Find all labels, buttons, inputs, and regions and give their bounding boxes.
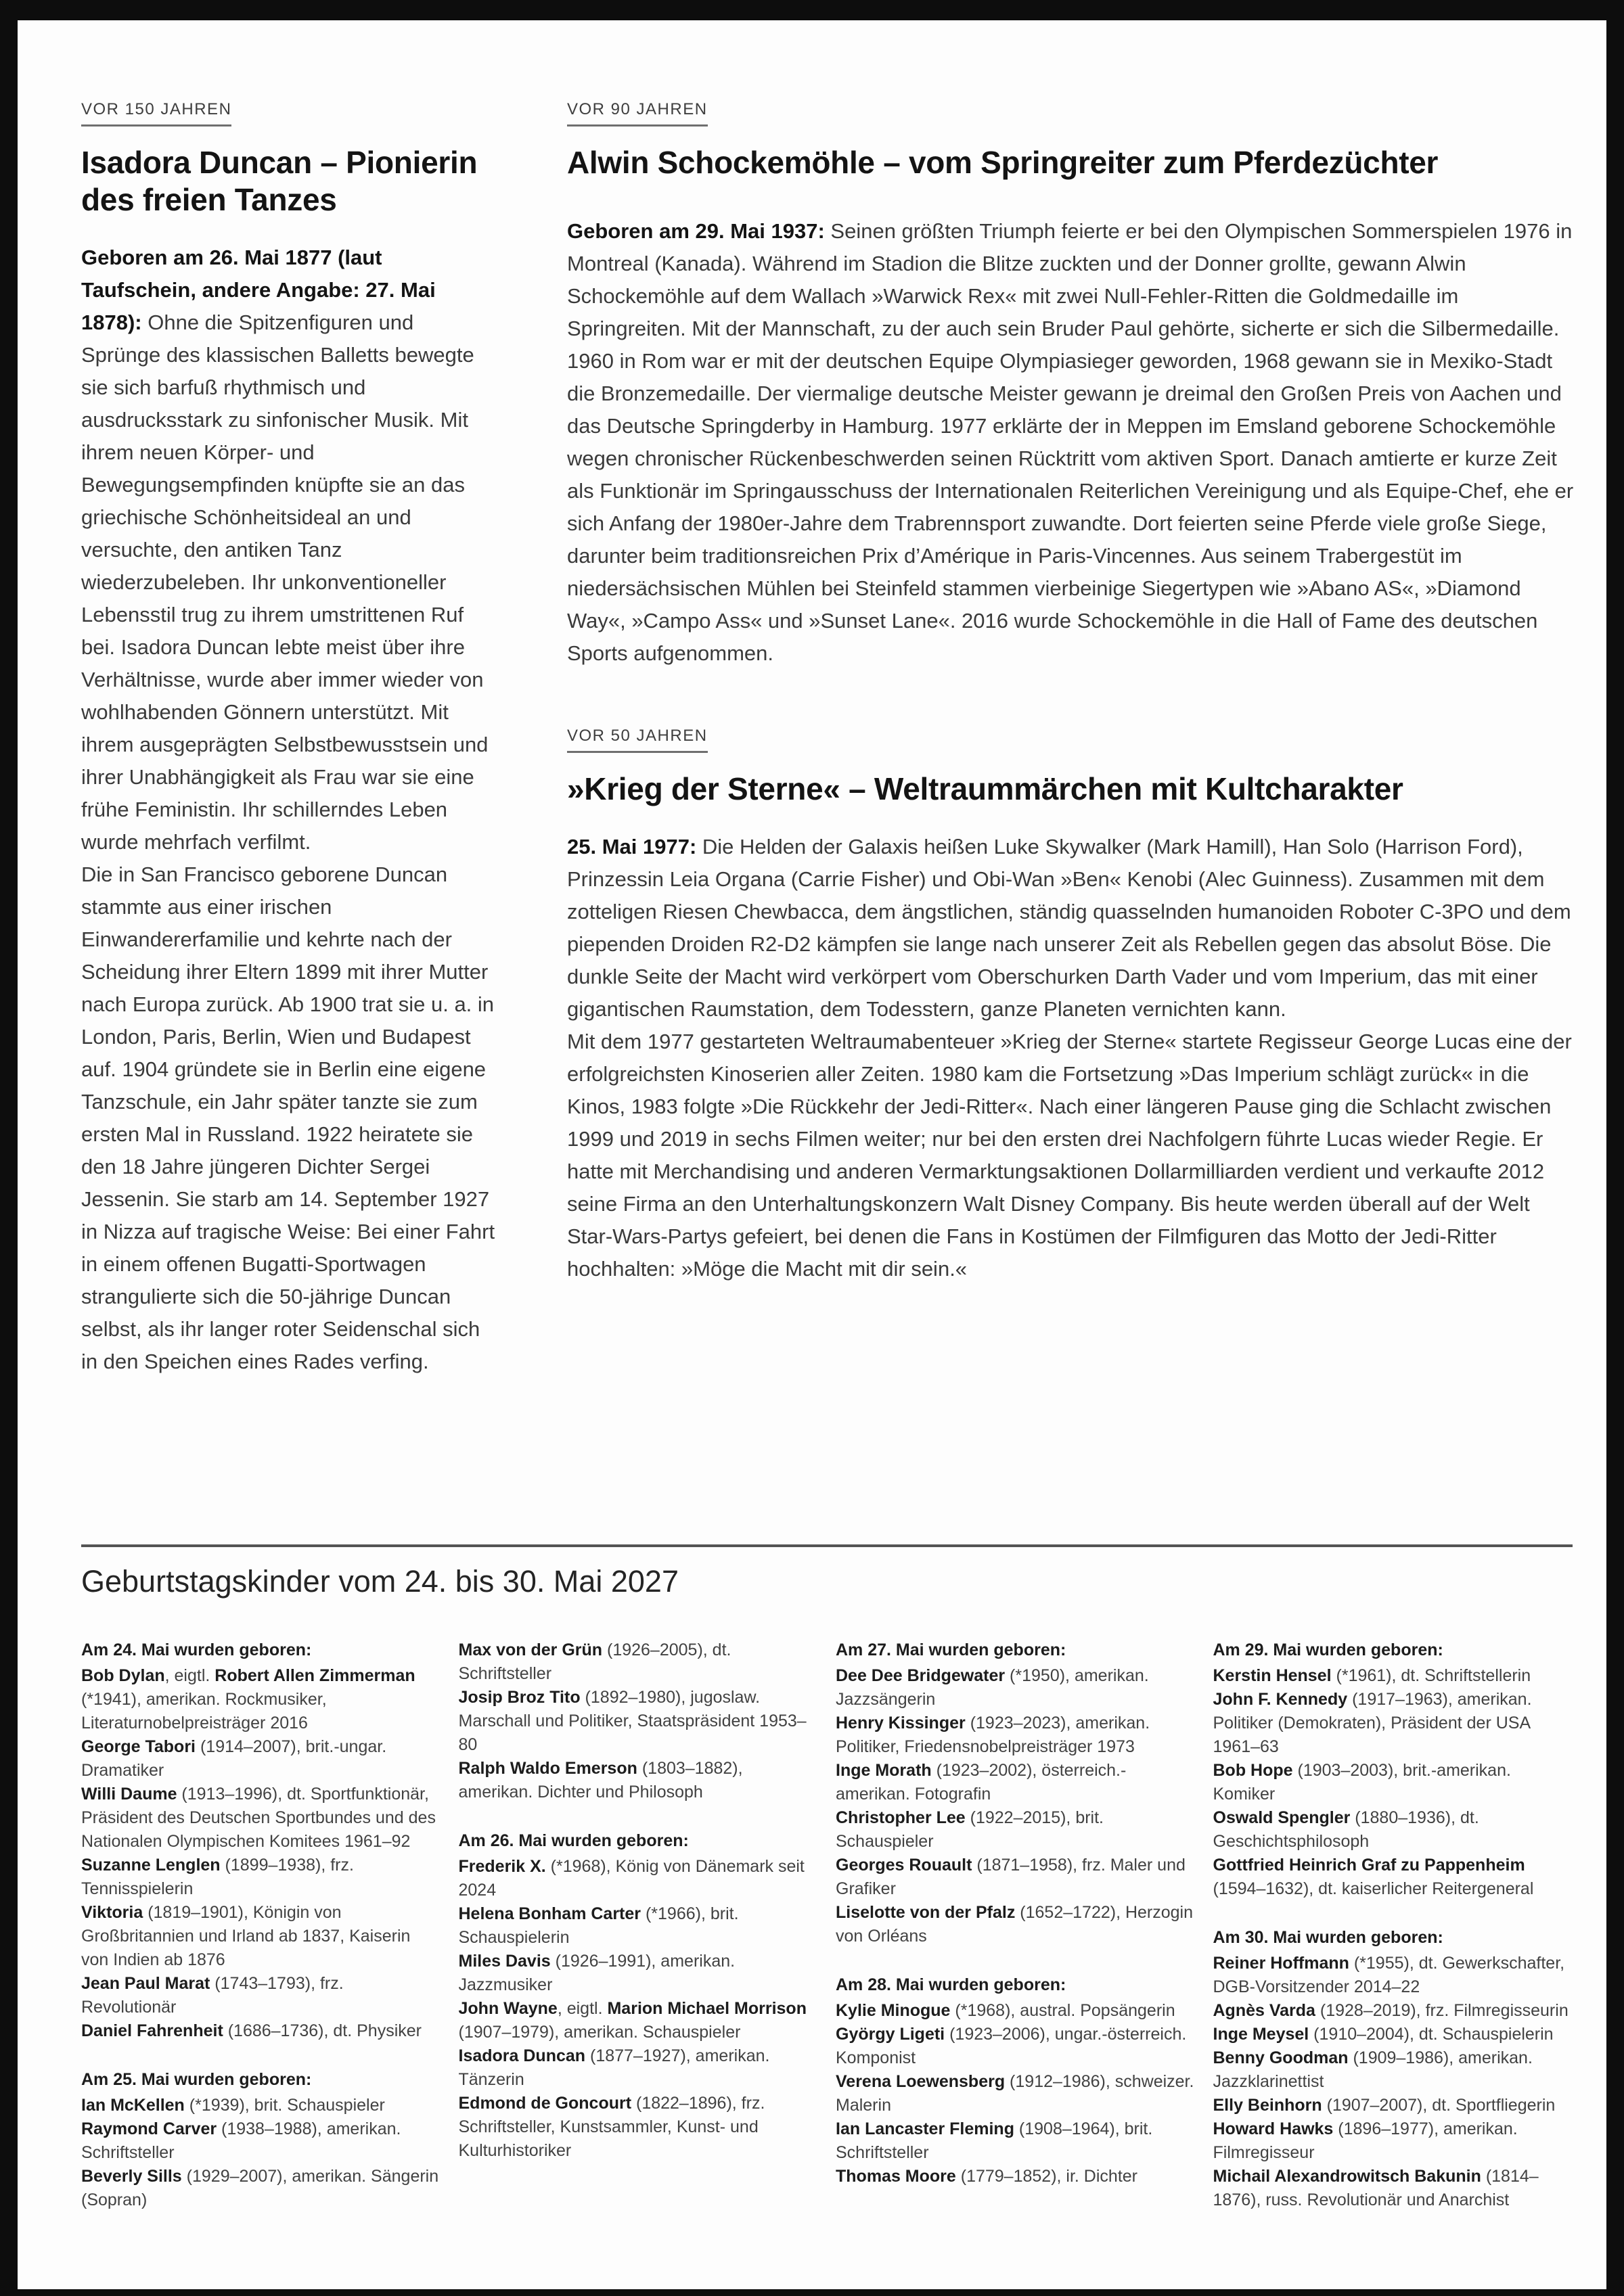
- person-name: Viktoria: [81, 1903, 143, 1922]
- birthday-entry: Inge Morath (1923–2002), österreich.-amerikan. Fotografin: [836, 1761, 1127, 1804]
- person-name: Christopher Lee: [836, 1808, 966, 1827]
- kicker-vor-150-jahren: [81, 100, 497, 127]
- birthday-date-header: Am 29. Mai wurden geboren:: [1213, 1640, 1443, 1659]
- person-name: Verena Loewensberg: [836, 2072, 1006, 2091]
- birthday-entry: Oswald Spengler (1880–1936), dt. Geschichtsphilosoph: [1213, 1808, 1479, 1851]
- article-paragraph: Die in San Francisco geborene Duncan stammte aus einer irischen Einwandererfamilie und kehrte nach der Scheidung ihrer Eltern 1899 mit ihrer Mutter nach Europa zurück. Ab 1900 trat sie u. a. in London, Paris, Berlin, Wien und Budapest auf. 1904 gründete sie in Berlin eine eigene Tanzschule, ein Jahr später tanzte sie zum ersten Mal in Russland. 1922 heiratete sie den 18 Jahre jüngeren Dichter Sergei Jessenin. Sie starb am 14. September 1927 in Nizza auf tragische Weise: Bei einer Fahrt in einem offenen Bugatti-Sportwagen strangulierte sich die 50-jährige Duncan selbst, als ihr langer roter Seidenschal sich in den Speichen eines Rades verfing.: [81, 863, 495, 1373]
- birthday-entry: Inge Meysel (1910–2004), dt. Schauspielerin: [1213, 2025, 1554, 2044]
- birthday-entry: Dee Dee Bridgewater (*1950), amerikan. Jazzsängerin: [836, 1666, 1149, 1709]
- person-name: Elly Beinhorn: [1213, 2096, 1322, 2115]
- birthday-entry: Frederik X. (*1968), König von Dänemark seit 2024: [458, 1857, 805, 1900]
- bold-lead-in: Geboren am 29. Mai 1937:: [567, 219, 831, 243]
- person-name: Kylie Minogue: [836, 2001, 951, 2020]
- birthday-entry: Max von der Grün (1926–2005), dt. Schriftsteller: [458, 1640, 731, 1683]
- person-name: Raymond Carver: [81, 2119, 217, 2138]
- birthday-date-header: Am 25. Mai wurden geboren:: [81, 2070, 312, 2089]
- birthdays-section-title: Geburtstagskinder vom 24. bis 30. Mai 2027: [81, 1564, 679, 1599]
- birthday-column: [836, 1638, 1196, 2212]
- kicker-label: VOR 90 JAHREN: [567, 100, 708, 127]
- person-name: György Ligeti: [836, 2025, 945, 2044]
- person-name: Jean Paul Marat: [81, 1974, 210, 1993]
- article-body-krieg-der-sterne: [567, 831, 1574, 1285]
- person-name: Michail Alexandrowitsch Bakunin: [1213, 2167, 1481, 2186]
- birthday-entry: Willi Daume (1913–1996), dt. Sportfunktionär, Präsident des Deutschen Sportbundes und des Nationalen Olympischen Komitees 1961–92: [81, 1785, 436, 1851]
- birthday-entry: Thomas Moore (1779–1852), ir. Dichter: [836, 2167, 1137, 2186]
- birthday-date-header: Am 27. Mai wurden geboren:: [836, 1640, 1066, 1659]
- person-name: Ian McKellen: [81, 2096, 185, 2115]
- article-title-alwin-schockemoehle: Alwin Schockemöhle – vom Springreiter zum Pferdezüchter: [567, 145, 1439, 180]
- right-column: [567, 100, 1574, 1285]
- birthday-entry: Agnès Varda (1928–2019), frz. Filmregisseurin: [1213, 2001, 1569, 2020]
- birthday-entry: Miles Davis (1926–1991), amerikan. Jazzmusiker: [458, 1952, 736, 1994]
- person-name: Edmond de Goncourt: [458, 2094, 632, 2113]
- birthday-entry: Jean Paul Marat (1743–1793), frz. Revolutionär: [81, 1974, 344, 2017]
- birthday-entry: Verena Loewensberg (1912–1986), schweizer. Malerin: [836, 2072, 1194, 2115]
- person-name: Inge Meysel: [1213, 2025, 1309, 2044]
- person-name: Josip Broz Tito: [458, 1688, 581, 1707]
- birthday-entry: Christopher Lee (1922–2015), brit. Schauspieler: [836, 1808, 1104, 1851]
- person-name: Helena Bonham Carter: [458, 1904, 641, 1923]
- person-name: Marion Michael Morrison: [607, 1999, 807, 2018]
- birthday-entry: Bob Hope (1903–2003), brit.-amerikan. Komiker: [1213, 1761, 1511, 1804]
- person-name: Daniel Fahrenheit: [81, 2021, 223, 2040]
- birthday-entry: Ian Lancaster Fleming (1908–1964), brit. Schriftsteller: [836, 2119, 1153, 2162]
- birthday-date-header: Am 30. Mai wurden geboren:: [1213, 1928, 1443, 1947]
- person-name: Dee Dee Bridgewater: [836, 1666, 1006, 1685]
- birthday-date-header: Am 26. Mai wurden geboren:: [458, 1831, 689, 1850]
- birthdays-grid: [81, 1638, 1573, 2212]
- person-name: Henry Kissinger: [836, 1714, 966, 1732]
- birthday-entry: Kylie Minogue (*1968), austral. Popsängerin: [836, 2001, 1175, 2020]
- person-name: Benny Goodman: [1213, 2048, 1349, 2067]
- birthday-column: [1213, 1638, 1573, 2212]
- birthday-entry: Isadora Duncan (1877–1927), amerikan. Tänzerin: [458, 2046, 770, 2089]
- article-paragraph: Geboren am 26. Mai 1877 (laut Taufschein, andere Angabe: 27. Mai 1878): Ohne die Spitzenfiguren und Sprünge des klassischen Balletts bewegte sie sich barfuß rhythmisch und ausdrucksstark zu sinfonischer Musik. Mit ihrem neuen Körper- und Bewegungsempfinden knüpfte sie an das griechische Schönheitsideal an und versuchte, den antiken Tanz wiederzubeleben. Ihr unkonventioneller Lebensstil trug zu ihrem umstrittenen Ruf bei. Isadora Duncan lebte meist über ihre Verhältnisse, wurde aber immer wieder von wohlhabenden Gönnern unterstützt. Mit ihrem ausgeprägten Selbstbewusstsein und ihrer Unabhängigkeit als Frau war sie eine frühe Feministin. Ihr schillerndes Leben wurde mehrfach verfilmt.: [81, 246, 489, 854]
- birthday-entry: Ralph Waldo Emerson (1803–1882), amerikan. Dichter und Philosoph: [458, 1759, 743, 1801]
- person-name: Reiner Hoffmann: [1213, 1954, 1349, 1973]
- article-body-isadora-duncan: [81, 242, 497, 1378]
- article-paragraph: 25. Mai 1977: Die Helden der Galaxis heißen Luke Skywalker (Mark Hamill), Han Solo (Harrison Ford), Prinzessin Leia Organa (Carrie Fisher) und Obi-Wan »Ben« Kenobi (Alec Guinness). Zusammen mit dem zotteligen Riesen Chewbacca, dem ängstlichen, ständig quasselnden humanoiden Roboter C-3PO und dem piependen Droiden R2-D2 kämpfen sie lange nach unserer Zeit als Rebellen gegen das absolut Böse. Die dunkle Seite der Macht wird verkörpert vom Oberschurken Darth Vader und vom Imperium, das mit einer gigantischen Raumstation, dem Todesstern, ganze Planeten vernichten kann.: [567, 835, 1571, 1021]
- person-name: Bob Hope: [1213, 1761, 1293, 1780]
- person-name: Isadora Duncan: [458, 2046, 586, 2065]
- birthday-entry: Georges Rouault (1871–1958), frz. Maler und Grafiker: [836, 1856, 1186, 1898]
- person-name: Max von der Grün: [458, 1640, 603, 1659]
- person-name: Gottfried Heinrich Graf zu Pappenheim: [1213, 1856, 1525, 1875]
- article-paragraph: Mit dem 1977 gestarteten Weltraumabenteuer »Krieg der Sterne« startete Regisseur George Lucas eine der erfolgreichsten Kinoserien aller Zeiten. 1980 kam die Fortsetzung »Das Imperium schlägt zurück« in die Kinos, 1983 folgte »Die Rückkehr der Jedi-Ritter«. Nach einer längeren Pause ging die Schlacht zwischen 1999 und 2019 in sechs Filmen weiter; nur bei den ersten drei Nachfolgern führte Lucas wieder Regie. Er hatte mit Merchandising und anderen Vermarktungsaktionen Dollarmilliarden verdient und verkaufte 2012 seine Firma an den Unterhaltungskonzern Walt Disney Company. Bis heute werden überall auf der Welt Star-Wars-Partys gefeiert, bei denen die Fans in Kostümen der Filmfiguren das Motto der Jedi-Ritter hochhalten: »Möge die Macht mit dir sein.«: [567, 1030, 1572, 1281]
- person-name: Ralph Waldo Emerson: [458, 1759, 637, 1778]
- birthday-entry: Henry Kissinger (1923–2023), amerikan. Politiker, Friedensnobelpreisträger 1973: [836, 1714, 1150, 1756]
- person-name: Georges Rouault: [836, 1856, 972, 1875]
- birthday-entry: Josip Broz Tito (1892–1980), jugoslaw. Marschall und Politiker, Staatspräsident 1953–80: [458, 1688, 807, 1754]
- person-name: Liselotte von der Pfalz: [836, 1903, 1016, 1922]
- person-name: Miles Davis: [458, 1952, 551, 1971]
- birthday-entry: Elly Beinhorn (1907–2007), dt. Sportfliegerin: [1213, 2096, 1556, 2115]
- birthday-entry: Beverly Sills (1929–2007), amerikan. Sängerin (Sopran): [81, 2167, 439, 2209]
- birthday-entry: George Tabori (1914–2007), brit.-ungar. Dramatiker: [81, 1737, 387, 1780]
- person-name: Oswald Spengler: [1213, 1808, 1351, 1827]
- person-name: Howard Hawks: [1213, 2119, 1334, 2138]
- birthday-entry: Reiner Hoffmann (*1955), dt. Gewerkschafter, DGB-Vorsitzender 2014–22: [1213, 1954, 1565, 1996]
- birthday-column: [81, 1638, 441, 2212]
- birthday-column: [459, 1638, 819, 2212]
- birthday-entry: John F. Kennedy (1917–1963), amerikan. Politiker (Demokraten), Präsident der USA 1961–63: [1213, 1690, 1532, 1756]
- birthday-date-header: Am 24. Mai wurden geboren:: [81, 1640, 312, 1659]
- bold-lead-in: Geboren am 26. Mai 1877 (laut Taufschein, andere Angabe: 27. Mai 1878):: [81, 246, 436, 334]
- article-isadora-duncan: [81, 100, 497, 1378]
- person-name: Willi Daume: [81, 1785, 177, 1804]
- page-content: [18, 20, 1606, 2289]
- kicker-label: VOR 150 JAHREN: [81, 100, 231, 127]
- person-name: Inge Morath: [836, 1761, 932, 1780]
- article-body-alwin-schockemoehle: [567, 215, 1574, 670]
- person-name: George Tabori: [81, 1737, 196, 1756]
- person-name: Agnès Varda: [1213, 2001, 1315, 2020]
- birthday-entry: Viktoria (1819–1901), Königin von Großbritannien und Irland ab 1837, Kaiserin von Indien ab 1876: [81, 1903, 411, 1969]
- birthday-entry: György Ligeti (1923–2006), ungar.-österreich. Komponist: [836, 2025, 1187, 2067]
- person-name: Bob Dylan: [81, 1666, 165, 1685]
- article-krieg-der-sterne: [567, 727, 1574, 1285]
- article-paragraph: Geboren am 29. Mai 1937: Seinen größten Triumph feierte er bei den Olympischen Sommerspielen 1976 in Montreal (Kanada). Während im Stadion die Blitze zuckten und der Donner grollte, gewann Alwin Schockemöhle auf dem Wallach »Warwick Rex« mit zwei Null-Fehler-Ritten die Goldmedaille im Springreiten. Mit der Mannschaft, zu der auch sein Bruder Paul gehörte, sicherte er sich die Silbermedaille. 1960 in Rom war er mit der deutschen Equipe Olympiasieger geworden, 1968 gewann sie in Mexiko-Stadt die Bronzemedaille. Der viermalige deutsche Meister gewann je dreimal den Großen Preis von Aachen und das Deutsche Springderby in Hamburg. 1977 erklärte der in Meppen im Emsland geborene Schockemöhle wegen chronischer Rückenbeschwerden seinen Rücktritt vom aktiven Sport. Danach amtierte er kurze Zeit als Funktionär im Springausschuss der Internationalen Reiterlichen Vereinigung und als Equipe-Chef, ehe er sich Anfang der 1980er-Jahre dem Trabrennsport zuwandte. Dort feierten seine Pferde viele große Siege, darunter beim traditionsreichen Prix d’Amérique in Paris-Vincennes. Aus seinem Trabergestüt im niedersächsischen Mühlen bei Steinfeld stammen vierbeinige Siegertypen wie »Abano AS«, »Diamond Way«, »Campo Ass« und »Sunset Lane«. 2016 wurde Schockemöhle in die Hall of Fame des deutschen Sports aufgenommen.: [567, 219, 1574, 665]
- birthday-entry: Michail Alexandrowitsch Bakunin (1814–1876), russ. Revolutionär und Anarchist: [1213, 2167, 1539, 2209]
- birthday-entry: Bob Dylan, eigtl. Robert Allen Zimmerman (*1941), amerikan. Rockmusiker, Literaturnobelpreisträger 2016: [81, 1666, 415, 1732]
- bold-lead-in: 25. Mai 1977:: [567, 835, 702, 858]
- birthday-entry: Howard Hawks (1896–1977), amerikan. Filmregisseur: [1213, 2119, 1518, 2162]
- birthday-entry: Helena Bonham Carter (*1966), brit. Schauspielerin: [458, 1904, 739, 1947]
- person-name: Ian Lancaster Fleming: [836, 2119, 1014, 2138]
- person-name: Robert Allen Zimmerman: [215, 1666, 415, 1685]
- article-title-isadora-duncan: Isadora Duncan – Pionierin des freien Tanzes: [81, 145, 478, 217]
- birthday-date-header: Am 28. Mai wurden geboren:: [836, 1975, 1066, 1994]
- person-name: Suzanne Lenglen: [81, 1856, 221, 1875]
- person-name: Thomas Moore: [836, 2167, 956, 2186]
- person-name: John F. Kennedy: [1213, 1690, 1348, 1709]
- birthday-entry: Suzanne Lenglen (1899–1938), frz. Tennisspielerin: [81, 1856, 354, 1898]
- kicker-vor-50-jahren: [567, 727, 1574, 753]
- birthday-entry: Benny Goodman (1909–1986), amerikan. Jazzklarinettist: [1213, 2048, 1533, 2091]
- article-alwin-schockemoehle: [567, 100, 1574, 670]
- kicker-label: VOR 50 JAHREN: [567, 727, 708, 753]
- birthday-entry: Gottfried Heinrich Graf zu Pappenheim (1594–1632), dt. kaiserlicher Reitergeneral: [1213, 1856, 1534, 1898]
- person-name: John Wayne: [458, 1999, 558, 2018]
- birthday-entry: John Wayne, eigtl. Marion Michael Morrison (1907–1979), amerikan. Schauspieler: [458, 1999, 807, 2042]
- section-divider-rule: [81, 1544, 1573, 1547]
- person-name: Beverly Sills: [81, 2167, 182, 2186]
- kicker-vor-90-jahren: [567, 100, 1574, 127]
- birthday-entry: Edmond de Goncourt (1822–1896), frz. Schriftsteller, Kunstsammler, Kunst- und Kulturhistoriker: [458, 2094, 765, 2160]
- person-name: Kerstin Hensel: [1213, 1666, 1332, 1685]
- article-title-krieg-der-sterne: »Krieg der Sterne« – Weltraummärchen mit Kultcharakter: [567, 771, 1403, 806]
- birthday-entry: Daniel Fahrenheit (1686–1736), dt. Physiker: [81, 2021, 422, 2040]
- birthday-entry: Kerstin Hensel (*1961), dt. Schriftstellerin: [1213, 1666, 1531, 1685]
- person-name: Frederik X.: [458, 1857, 546, 1876]
- birthday-entry: Ian McKellen (*1939), brit. Schauspieler: [81, 2096, 385, 2115]
- birthday-entry: Raymond Carver (1938–1988), amerikan. Schriftsteller: [81, 2119, 401, 2162]
- birthday-entry: Liselotte von der Pfalz (1652–1722), Herzogin von Orléans: [836, 1903, 1194, 1946]
